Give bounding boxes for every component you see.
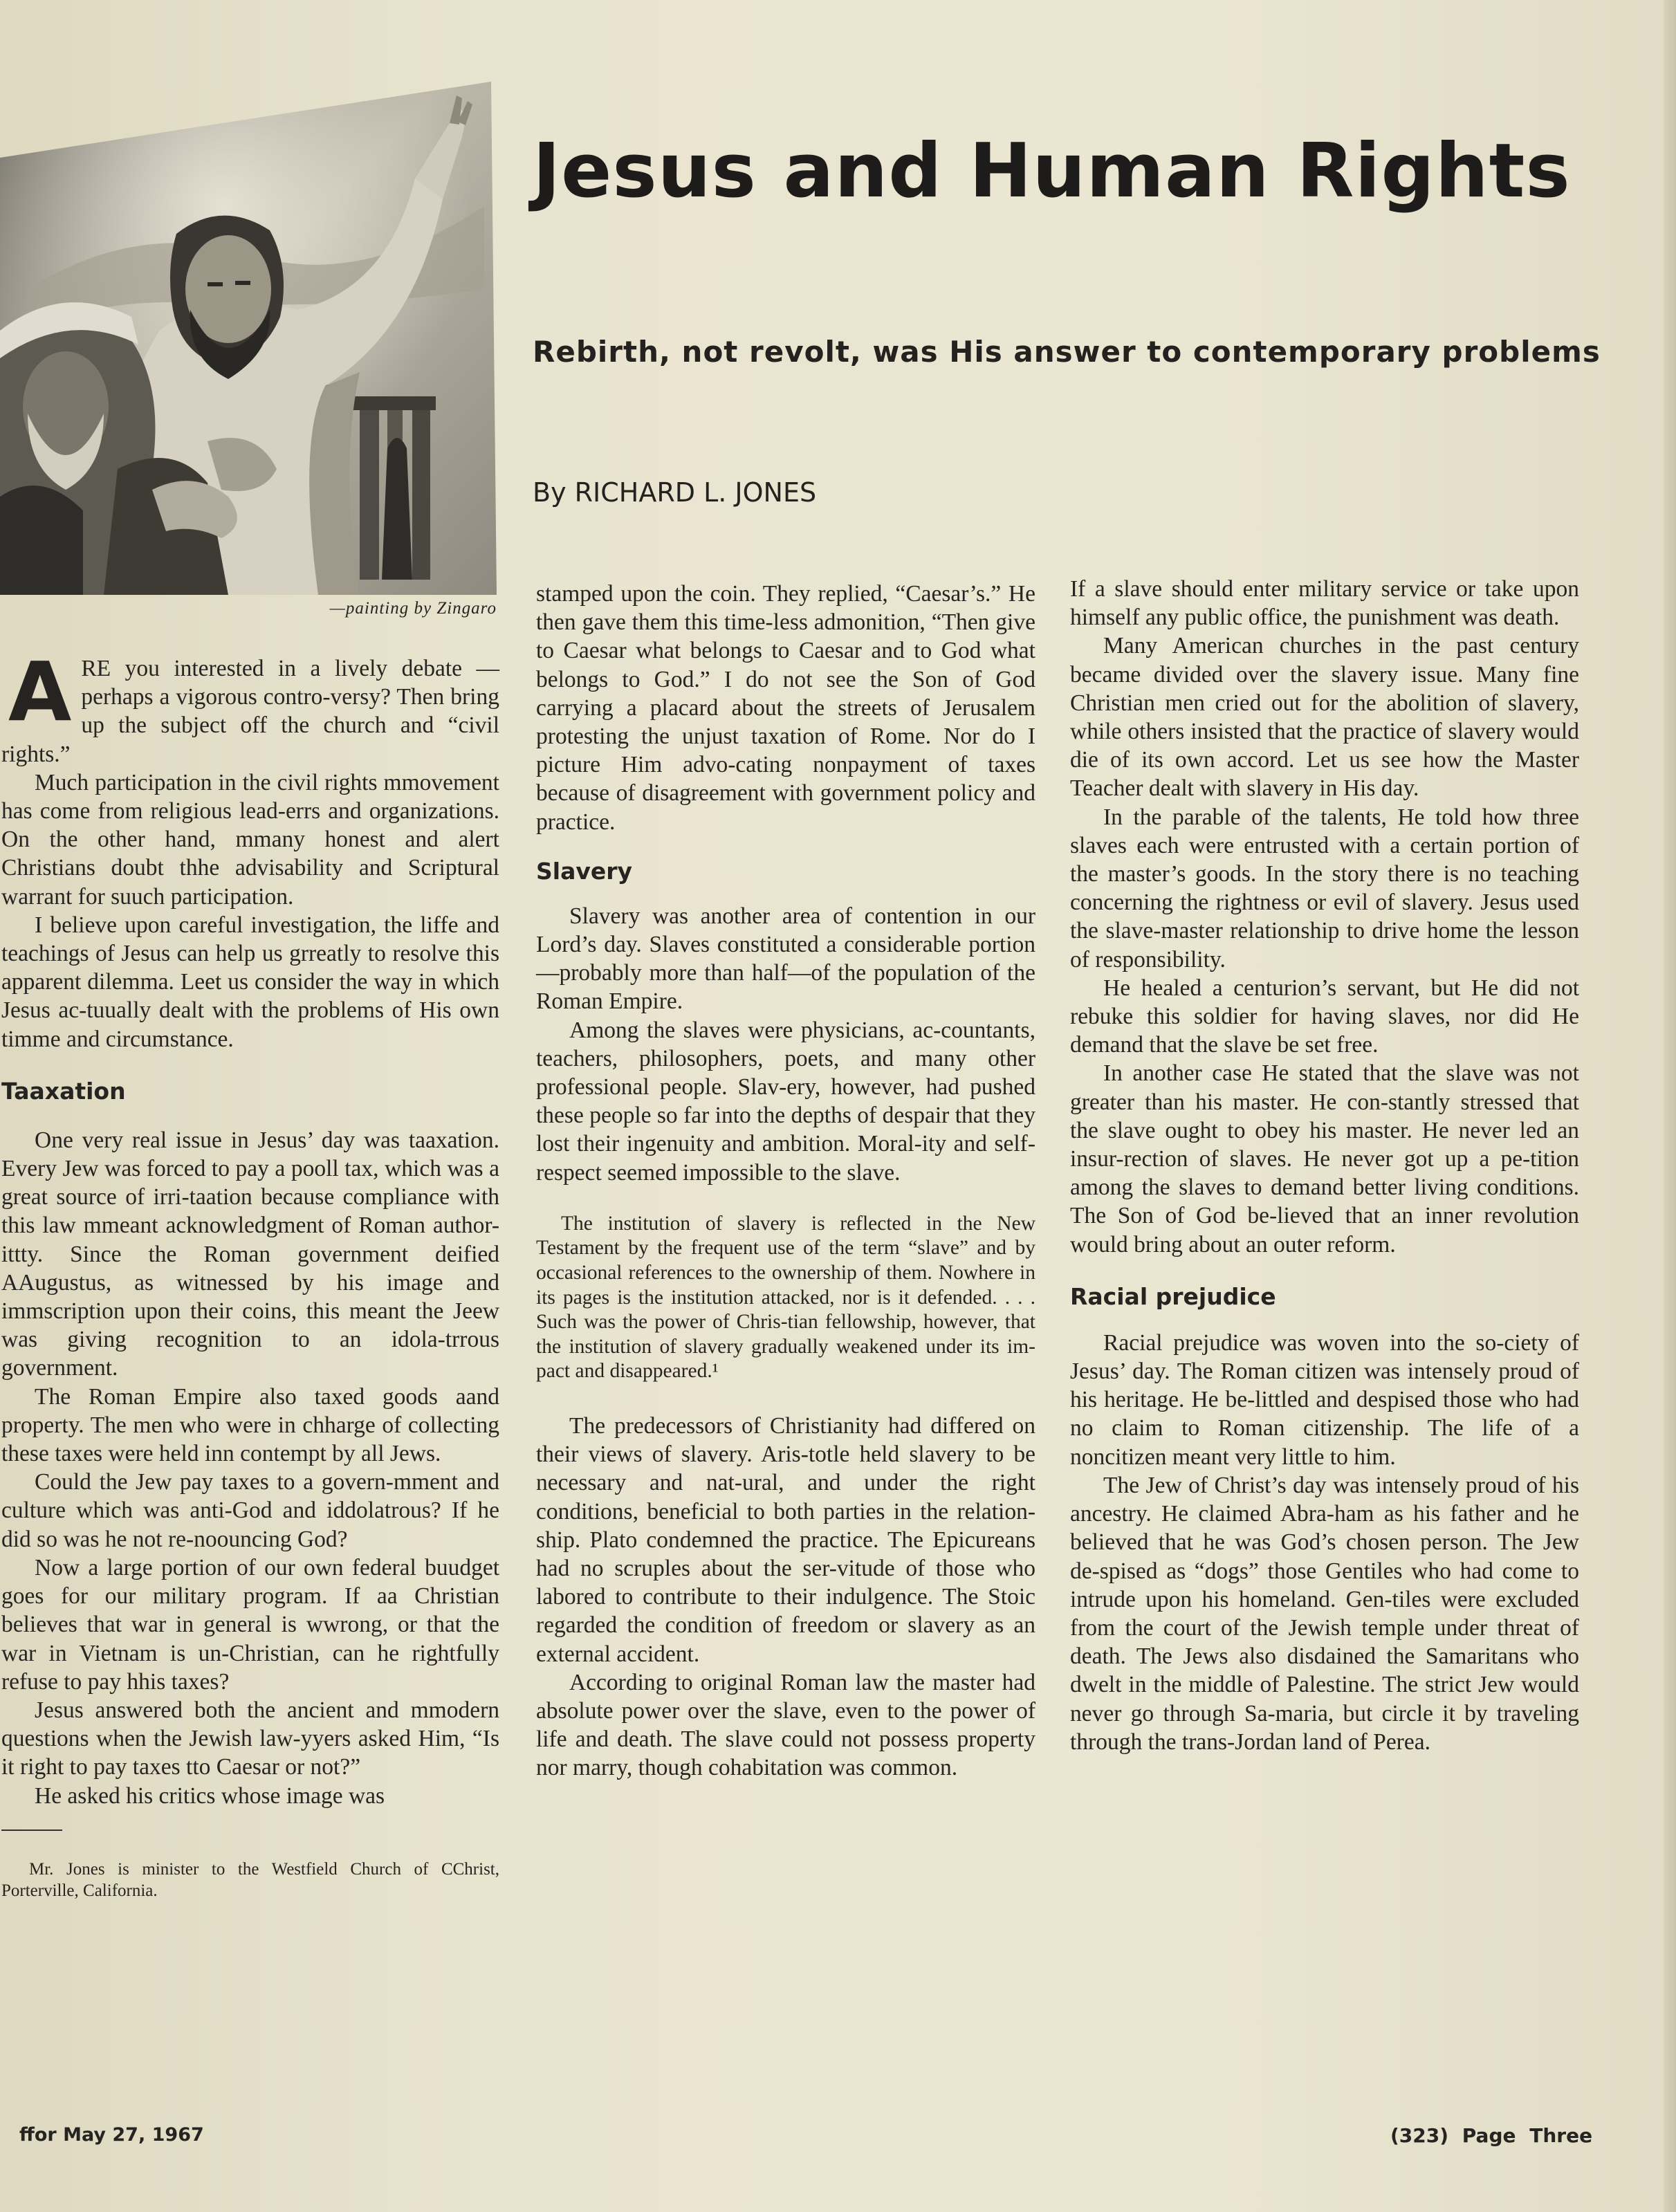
paragraph: Now a large portion of our own federal buudget goes for our military program. If aa Christian believes that war in general is wwrong, or that the war in Vietnam is un-Christian, can he rightfully refuse to pay hhis taxes? xyxy=(1,1554,499,1695)
paragraph: Among the slaves were physicians, ac-countants, teachers, philosophers, poets, and many other professional people. Slav-ery, however, had pushed these people so far into the depths of despair that they lost their ingenuity and ambition. Moral-ity and self-respect seemed impossible to the slave. xyxy=(536,1017,1035,1186)
page-edge-shadow xyxy=(1664,0,1676,2212)
footnote-rule xyxy=(1,1829,62,1831)
paragraph: I believe upon careful investigation, the liffe and teachings of Jesus can help us grreatly to resolve this apparent dilemma. Leet us consider the way in which Jesus ac-tuually dealt with the problems of His own timme and circumstance. xyxy=(1,912,499,1052)
text-column-1 xyxy=(0,644,499,1901)
paragraph: In another case He stated that the slave was not greater than his master. He con-stantly stressed that the slave ought to obey his master. He never led an insur-rection of slaves. He never got up a pe-tition among the slaves to demand better living conditions. The Son of God be-lieved that an inner revolution would bring about an outer reform. xyxy=(1070,1060,1579,1257)
paragraph: Many American churches in the past century became divided over the slavery issue. Many fine Christian men cried out for the abolition of slavery, while others insisted that the practice of slavery would die of its own accord. Let us see how the Master Teacher dealt with slavery in His day. xyxy=(1070,633,1579,802)
intro-paragraph xyxy=(1,644,499,768)
text-column-2 xyxy=(536,580,1035,1782)
article-title: Jesus and Human Rights xyxy=(533,128,1571,214)
paragraph: Jesus answered both the ancient and mmodern questions when the Jewish law-yyers asked Him, “Is it right to pay taxes tto Caesar or not?” xyxy=(1,1697,499,1780)
paragraph: The Roman Empire also taxed goods aand property. The men who were in chharge of collecting these taxes were held inn contempt by all Jews. xyxy=(1,1383,499,1467)
paragraph: Much participation in the civil rights mmovement has come from religious lead-errs and organizations. On the other hand, mmany honest and alert Christians doubt thhe advisability and Scriptural warrant for suuch participation. xyxy=(1,769,499,910)
section-heading-slavery: Slavery xyxy=(536,857,633,885)
paragraph: He healed a centurion’s servant, but He did not rebuke this soldier for having slaves, nor did He demand that the slave be set free. xyxy=(1070,975,1579,1058)
block-quote xyxy=(536,1212,1035,1384)
paragraph: If a slave should enter military service or take upon himself any public office, the punishment was death. xyxy=(1070,576,1579,631)
block-quote-text: The institution of slavery is reflected in the New Testament by the frequent use of the term “slave” and by occasional references to the ownership of them. Nowhere in its pages is the institution attacked, nor is it defended. . . . Such was the power of Chris-tian fellowship, however, that the institution of slavery gradually weakened under its im-pact and disappeared.¹ xyxy=(536,1212,1035,1383)
paragraph: In the parable of the talents, He told how three slaves each were entrusted with a certain portion of the master’s goods. In the story there is no teaching concerning the rightness or evil of slavery. Jesus used the slave-master relationship to drive home the lesson of responsibility. xyxy=(1070,804,1579,973)
footer-page-number: (323) Page Three xyxy=(1390,2124,1593,2147)
painting-caption: —painting by Zingaro xyxy=(329,599,497,618)
paragraph: Racial prejudice was woven into the so-ciety of Jesus’ day. The Roman citizen was intensely proud of his heritage. He be-littled and despised those who had no claim to Roman citizenship. The life of a noncitizen meant very little to him. xyxy=(1070,1329,1579,1470)
painting-illustration xyxy=(0,82,497,595)
paragraph: He asked his critics whose image was xyxy=(35,1782,385,1809)
article-byline: By RICHARD L. JONES xyxy=(533,477,817,508)
paragraph: Slavery was another area of contention in our Lord’s day. Slaves constituted a considerable portion—probably more than half—of the population of the Roman Empire. xyxy=(536,903,1035,1015)
section-heading-racial-prejudice: Racial prejudice xyxy=(1070,1282,1276,1310)
paragraph: One very real issue in Jesus’ day was taaxation. Every Jew was forced to pay a pooll tax, which was a great source of irri-taation because compliance with this law mmeant acknowledgment of Roman author-ittty. Since the Roman government deified AAugustus, as witnessed by his image and immscription upon their coins, this meant the Jeew was giving recognition to an idola-trrous government. xyxy=(1,1127,499,1381)
article-deck: Rebirth, not revolt, was His answer to contemporary problems xyxy=(533,335,1601,369)
author-note: Mr. Jones is minister to the Westfield Church of CChrist, Porterville, California. xyxy=(1,1859,499,1900)
paragraph: The predecessors of Christianity had differed on their views of slavery. Aris-totle held slavery to be necessary and nat-ural, and under the right conditions, beneficial to both parties in the relation-ship. Plato condemned the practice. The Epicureans had no scruples about the ser-vitude of those who labored to contribute to their indulgence. The Stoic regarded the condition of freedom or slavery as an external accident. xyxy=(536,1413,1035,1667)
text-column-3 xyxy=(1070,575,1579,1756)
paragraph: Could the Jew pay taxes to a govern-mment and culture which was anti-God and iddolatrous? If he did so was he not re-noouncing God? xyxy=(1,1469,499,1552)
paragraph: The Jew of Christ’s day was intensely proud of his ancestry. He claimed Abra-ham as his father and he believed that he was God’s chosen person. The Jew de-spised as “dogs” those Gentiles who had come to intrude upon his homeland. Gen-tiles were excluded from the court of the Jewish temple under threat of death. The Jews also disdained the Samaritans who dwelt in the middle of Palestine. The strict Jew would never go through Sa-maria, but circle it by traveling through the trans-Jordan land of Perea. xyxy=(1070,1472,1579,1755)
footer-date: ffor May 27, 1967 xyxy=(19,2124,204,2146)
paragraph: According to original Roman law the master had absolute power over the slave, even to the power of life and death. The slave could not possess property nor marry, though cohabitation was common. xyxy=(536,1669,1035,1781)
drop-cap: A xyxy=(8,644,72,739)
section-heading-taxation: Taaxation xyxy=(1,1077,126,1105)
paragraph: stamped upon the coin. They replied, “Caesar’s.” He then gave them this time-less admonition, “Then give to Caesar what belongs to Caesar and to God what belongs to God.” I do not see the Son of God carrying a placard about the streets of Jerusalem protesting the unjust taxation of Rome. Nor do I picture Him advo-cating nonpayment of taxes because of disagreement with government policy and practice. xyxy=(536,581,1035,835)
intro-text: RE you interested in a lively debate —perhaps a vigorous contro-versy? Then bring up the subject off the church and “civil rights.” xyxy=(1,656,499,767)
